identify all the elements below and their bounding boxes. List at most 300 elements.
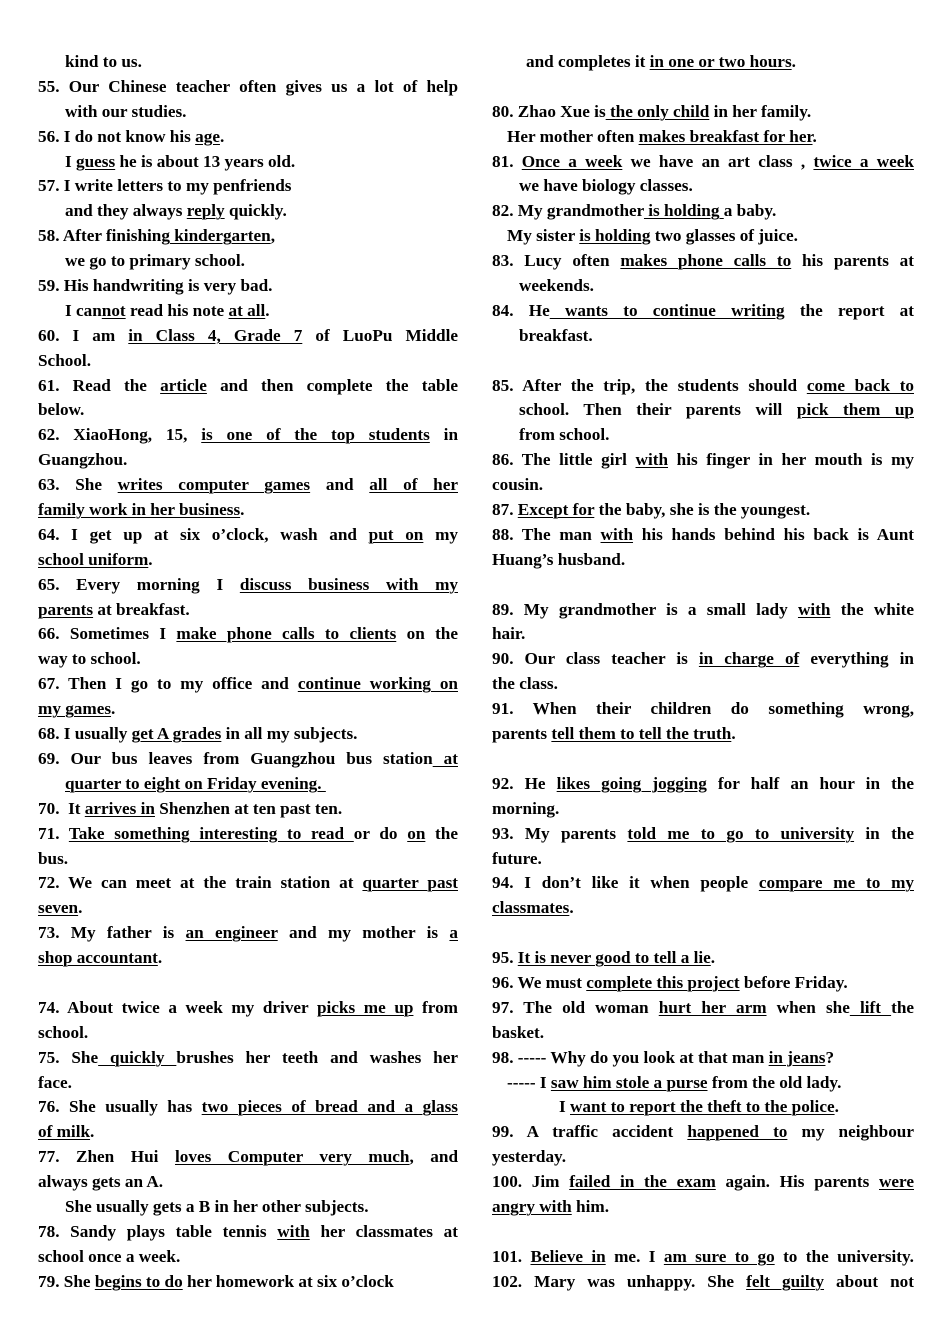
text-segment: his hands behind his back is Aunt — [633, 524, 914, 544]
underlined-answer: at all — [228, 300, 266, 320]
text-line — [38, 871, 458, 896]
text-segment: two glasses of juice. — [650, 226, 798, 246]
text-segment: read his note — [125, 300, 229, 320]
underlined-answer: felt guilty — [746, 1271, 825, 1291]
text-line — [38, 150, 458, 175]
text-line — [38, 1195, 458, 1220]
text-segment: 77. Zhen Hui — [38, 1147, 175, 1167]
underlined-answer: guess — [76, 151, 116, 171]
text-segment: before Friday. — [739, 972, 848, 992]
text-segment: 61. Read the — [38, 375, 161, 395]
text-line — [38, 722, 458, 747]
underlined-answer: come back to — [806, 375, 914, 395]
text-segment: Shenzhen at ten past ten. — [154, 798, 343, 818]
text-line — [492, 1145, 914, 1170]
text-line — [38, 697, 458, 722]
text-line — [38, 1270, 458, 1295]
text-line — [38, 249, 458, 274]
underlined-answer: with — [600, 524, 634, 544]
underlined-answer: is holding — [643, 201, 724, 221]
text-segment: 58. After finishing — [38, 226, 170, 246]
text-segment: quickly. — [224, 201, 287, 221]
text-segment: we have biology classes. — [519, 176, 693, 196]
text-segment: cousin. — [492, 475, 544, 495]
text-line — [492, 423, 914, 448]
text-line — [492, 473, 914, 498]
text-line — [38, 672, 458, 697]
text-segment: kind to us. — [65, 52, 142, 71]
text-segment: 99. A traffic accident — [492, 1122, 688, 1142]
text-segment: . — [78, 898, 83, 918]
underlined-answer: likes going jogging — [556, 773, 707, 793]
text-line — [492, 1071, 914, 1096]
text-segment: the — [425, 823, 458, 843]
text-segment: 71. — [38, 823, 69, 843]
text-segment: 56. I do not know his — [38, 126, 196, 146]
underlined-answer: family work in her business — [38, 500, 241, 520]
underlined-answer: is one of the top students — [201, 425, 430, 445]
text-segment: 76. She usually has — [38, 1097, 202, 1117]
text-line — [38, 1120, 458, 1145]
text-line — [492, 1095, 914, 1120]
underlined-answer: complete this project — [586, 972, 740, 992]
underlined-answer: continue working on — [297, 674, 458, 694]
text-segment: 98. ----- Why do you look at that man — [492, 1047, 769, 1067]
text-line — [492, 498, 914, 523]
text-line — [492, 921, 914, 946]
text-segment: 65. Every morning I — [38, 574, 240, 594]
text-line — [492, 249, 914, 274]
underlined-answer: age — [195, 126, 220, 146]
text-segment: future. — [492, 848, 542, 868]
text-segment: 62. XiaoHong, 15, — [38, 425, 202, 445]
text-line — [38, 398, 458, 423]
text-line — [38, 1145, 458, 1170]
text-line — [492, 971, 914, 996]
text-segment: we go to primary school. — [65, 251, 245, 271]
underlined-answer: Take something interesting to read — [68, 823, 354, 843]
text-segment: 69. Our bus leaves from Guangzhou bus station — [38, 748, 433, 768]
text-line — [492, 697, 914, 722]
text-segment: . — [240, 500, 245, 520]
text-segment: or do — [353, 823, 408, 843]
text-segment: 55. Our Chinese teacher often gives us a lot of help — [38, 76, 458, 96]
text-segment: 91. When their children do something wrong, — [492, 699, 914, 719]
underlined-answer: with — [635, 450, 669, 470]
text-segment: me. I — [605, 1246, 664, 1266]
text-segment: 97. The old woman — [492, 997, 659, 1017]
text-line — [38, 498, 458, 523]
text-segment: from — [413, 997, 458, 1017]
text-segment: and my mother is — [277, 923, 450, 943]
underlined-answer: quarter to eight on Friday evening. — [65, 773, 326, 793]
text-line — [38, 174, 458, 199]
text-line — [38, 75, 458, 100]
text-segment: at breakfast. — [93, 599, 190, 619]
underlined-answer: parents — [38, 599, 94, 619]
text-segment: Guangzhou. — [38, 450, 128, 470]
text-line — [492, 1046, 914, 1071]
text-segment: . — [219, 126, 225, 146]
text-line — [38, 647, 458, 672]
text-segment: 86. The little girl — [492, 450, 636, 470]
text-line — [38, 274, 458, 299]
text-segment: 102. Mary was unhappy. She — [492, 1271, 747, 1291]
text-segment: from the old lady. — [707, 1072, 842, 1092]
text-segment: breakfast. — [519, 325, 593, 345]
text-line — [492, 622, 914, 647]
underlined-answer: It is never good to tell a lie — [517, 948, 711, 968]
text-segment: . — [90, 1122, 95, 1142]
text-segment: . — [265, 300, 270, 320]
text-line — [38, 224, 458, 249]
underlined-answer: were — [879, 1172, 914, 1192]
underlined-answer: begins to do — [94, 1271, 183, 1291]
text-segment: 90. Our class teacher is — [492, 649, 699, 669]
text-segment: . — [791, 52, 796, 71]
text-line — [492, 274, 914, 299]
text-segment: my neighbour — [787, 1122, 914, 1142]
underlined-answer: in one or two hours — [649, 52, 792, 71]
text-segment: always gets an A. — [38, 1172, 164, 1192]
text-line — [492, 1170, 914, 1195]
underlined-answer: want to report the theft to the police — [570, 1097, 835, 1117]
text-line — [492, 50, 914, 75]
text-line — [492, 772, 914, 797]
text-segment: again. His parents — [715, 1172, 879, 1192]
text-segment: morning. — [492, 798, 560, 818]
underlined-answer: in Class 4, Grade 7 — [128, 325, 303, 345]
text-segment: parents — [492, 724, 552, 744]
underlined-answer: classmates — [492, 898, 570, 918]
text-segment: 101. — [492, 1246, 531, 1266]
underlined-answer: the only child — [605, 101, 710, 121]
text-line — [38, 199, 458, 224]
right-column — [492, 50, 914, 1295]
underlined-answer: an engineer — [185, 923, 278, 943]
left-column — [38, 50, 458, 1295]
underlined-answer: wants to continue writing — [549, 300, 785, 320]
text-line — [38, 548, 458, 573]
text-segment: 67. Then I go to my office and — [38, 674, 298, 694]
text-segment: . — [569, 898, 574, 918]
text-line — [492, 125, 914, 150]
underlined-answer: told me to go to university — [627, 823, 855, 843]
text-line — [492, 299, 914, 324]
text-segment: I — [65, 151, 76, 171]
text-segment: 75. She — [38, 1047, 99, 1067]
text-segment: yesterday. — [492, 1147, 566, 1167]
text-segment: 80. Zhao Xue is — [492, 101, 606, 121]
underlined-answer: loves Computer very much — [174, 1147, 410, 1167]
underlined-answer: lift — [849, 997, 892, 1017]
underlined-answer: angry with — [492, 1196, 572, 1216]
text-segment: in her family. — [709, 101, 812, 121]
text-line — [492, 199, 914, 224]
text-segment: and completes it — [526, 52, 650, 71]
text-segment: 89. My grandmother is a small lady — [492, 599, 798, 619]
text-line — [38, 50, 458, 75]
underlined-answer: Once a week — [521, 151, 623, 171]
text-segment: 87. — [492, 500, 518, 520]
text-segment: 84. He — [492, 300, 550, 320]
text-segment: 72. We can meet at the train station at — [38, 873, 363, 893]
underlined-answer: in jeans — [768, 1047, 826, 1067]
text-segment: 66. Sometimes I — [38, 624, 177, 644]
underlined-answer: Believe in — [530, 1246, 606, 1266]
underlined-answer: am sure to go — [663, 1246, 775, 1266]
text-segment: her homework at six o’clock — [182, 1271, 394, 1291]
underlined-answer: quarter past — [362, 873, 458, 893]
text-segment: 95. — [492, 948, 518, 968]
underlined-answer: tell them to tell the truth — [551, 724, 732, 744]
underlined-answer: in charge of — [698, 649, 800, 669]
text-segment: in all my subjects. — [221, 724, 358, 744]
underlined-answer: pick them up — [796, 400, 914, 420]
text-segment: way to school. — [38, 649, 141, 669]
text-segment: 74. About twice a week my driver — [38, 997, 317, 1017]
text-segment: She usually gets a B in her other subjects. — [65, 1196, 369, 1216]
text-line — [492, 1021, 914, 1046]
text-segment: and then complete the table — [206, 375, 458, 395]
text-line — [38, 1095, 458, 1120]
underlined-answer: quickly — [98, 1047, 177, 1067]
text-segment: 88. The man — [492, 524, 601, 544]
text-segment: 57. I write letters to my penfriends — [38, 176, 292, 196]
underlined-answer: arrives in — [84, 798, 155, 818]
text-segment: her classmates at — [309, 1221, 458, 1241]
text-segment: we have an art class , — [622, 151, 814, 171]
text-segment: he is about 13 years old. — [115, 151, 296, 171]
text-line — [38, 573, 458, 598]
underlined-answer: compare me to my — [758, 873, 914, 893]
underlined-answer: article — [160, 375, 207, 395]
underlined-answer: with — [797, 599, 831, 619]
text-line — [492, 349, 914, 374]
text-segment: , — [270, 226, 275, 246]
text-segment: school. Then their parents will — [519, 400, 797, 420]
text-line — [492, 822, 914, 847]
text-line — [38, 349, 458, 374]
underlined-answer: makes phone calls to — [620, 251, 792, 271]
underlined-answer: discuss business with my — [239, 574, 458, 594]
text-line — [38, 747, 458, 772]
underlined-answer: makes breakfast for her — [638, 126, 813, 146]
text-segment: below. — [38, 400, 85, 420]
text-segment: to the university. — [774, 1246, 914, 1266]
underlined-answer: all of her — [369, 475, 458, 495]
underlined-answer: writes computer games — [117, 475, 311, 495]
text-line — [492, 797, 914, 822]
text-segment: of LuoPu Middle — [302, 325, 458, 345]
text-segment: 85. After the trip, the students should — [492, 375, 807, 395]
text-segment: . — [710, 948, 716, 968]
text-line — [492, 747, 914, 772]
text-segment: in the — [854, 823, 914, 843]
underlined-answer: at — [432, 748, 458, 768]
text-line — [38, 1245, 458, 1270]
underlined-answer: make phone calls to clients — [176, 624, 397, 644]
text-segment: school. — [38, 1022, 89, 1042]
text-line — [38, 996, 458, 1021]
text-segment: his finger in her mouth is my — [668, 450, 914, 470]
text-segment: him. — [571, 1196, 609, 1216]
text-line — [38, 847, 458, 872]
text-segment: 94. I don’t like it when people — [492, 873, 759, 893]
underlined-answer: seven — [38, 898, 79, 918]
text-line — [38, 448, 458, 473]
text-segment: the — [891, 997, 914, 1017]
text-line — [492, 722, 914, 747]
text-line — [38, 797, 458, 822]
text-line — [492, 847, 914, 872]
text-line — [492, 1120, 914, 1145]
text-segment: My sister — [507, 226, 580, 246]
underlined-answer: saw him stole a purse — [550, 1072, 708, 1092]
text-line — [38, 324, 458, 349]
text-segment: Her mother often — [507, 126, 639, 146]
text-segment: 82. My grandmother — [492, 201, 644, 221]
text-segment: my — [423, 524, 458, 544]
text-segment: 68. I usually — [38, 724, 132, 744]
text-line — [492, 946, 914, 971]
underlined-answer: put on — [368, 524, 424, 544]
text-line — [38, 971, 458, 996]
text-line — [492, 1220, 914, 1245]
text-line — [492, 374, 914, 399]
underlined-answer: is holding — [579, 226, 651, 246]
text-line — [38, 1046, 458, 1071]
text-segment: . — [812, 126, 817, 146]
underlined-answer: a — [449, 923, 458, 943]
underlined-answer: twice a week — [813, 151, 914, 171]
text-segment: ? — [825, 1047, 835, 1067]
text-segment: 96. We must — [492, 972, 587, 992]
text-line — [492, 996, 914, 1021]
text-segment: the white — [830, 599, 914, 619]
text-line — [492, 448, 914, 473]
text-line — [492, 100, 914, 125]
text-line — [492, 398, 914, 423]
text-segment: bus. — [38, 848, 69, 868]
text-line — [38, 523, 458, 548]
text-line — [492, 523, 914, 548]
text-segment: ----- I — [507, 1072, 551, 1092]
text-line — [38, 1170, 458, 1195]
text-line — [492, 174, 914, 199]
text-segment: 81. — [492, 151, 522, 171]
text-line — [38, 125, 458, 150]
text-segment: . — [148, 549, 153, 569]
text-segment: 78. Sandy plays table tennis — [38, 1221, 278, 1241]
text-segment: basket. — [492, 1022, 545, 1042]
text-segment: weekends. — [519, 276, 594, 296]
text-segment: everything in — [799, 649, 914, 669]
text-line — [38, 473, 458, 498]
text-line — [492, 573, 914, 598]
text-segment: with our studies. — [65, 101, 187, 121]
text-segment: his parents at — [791, 251, 914, 271]
text-line — [492, 1195, 914, 1220]
text-segment: from school. — [519, 425, 610, 445]
text-segment: 59. His handwriting is very bad. — [38, 276, 273, 296]
text-line — [38, 622, 458, 647]
text-segment: School. — [38, 350, 92, 370]
text-line — [38, 299, 458, 324]
underlined-answer: not — [101, 300, 126, 320]
underlined-answer: on — [407, 823, 426, 843]
text-line — [38, 598, 458, 623]
text-line — [492, 1245, 914, 1270]
text-segment: hair. — [492, 624, 526, 644]
text-segment: the class. — [492, 674, 558, 694]
text-line — [492, 150, 914, 175]
text-segment: . — [111, 699, 116, 719]
text-segment: when she — [766, 997, 850, 1017]
underlined-answer: school uniform — [38, 549, 149, 569]
text-segment: 83. Lucy often — [492, 251, 621, 271]
text-line — [38, 946, 458, 971]
text-segment: for half an hour in the — [706, 773, 914, 793]
underlined-answer: with — [277, 1221, 310, 1241]
underlined-answer: of milk — [38, 1122, 91, 1142]
text-segment: 64. I get up at six o’clock, wash and — [38, 524, 369, 544]
text-segment: face. — [38, 1072, 72, 1092]
underlined-answer: reply — [186, 201, 225, 221]
text-segment: 60. I am — [38, 325, 129, 345]
text-line — [38, 100, 458, 125]
text-segment: brushes her teeth and washes her — [176, 1047, 458, 1067]
text-segment: on the — [396, 624, 458, 644]
underlined-answer: Except for — [517, 500, 595, 520]
text-segment: 100. Jim — [492, 1172, 570, 1192]
text-segment: I can — [65, 300, 102, 320]
underlined-answer: failed in the exam — [569, 1172, 716, 1192]
text-line — [492, 598, 914, 623]
text-line — [492, 224, 914, 249]
text-line — [492, 672, 914, 697]
text-line — [38, 1071, 458, 1096]
text-segment: and — [310, 475, 370, 495]
text-segment: 70. It — [38, 798, 85, 818]
text-segment: . — [157, 948, 163, 968]
underlined-answer: two pieces of bread and a glass — [201, 1097, 458, 1117]
text-segment: the baby, she is the youngest. — [594, 500, 811, 520]
underlined-answer: happened to — [687, 1122, 788, 1142]
text-line — [492, 324, 914, 349]
text-segment: 79. She — [38, 1271, 95, 1291]
text-segment: a baby. — [723, 201, 777, 221]
text-segment: 63. She — [38, 475, 118, 495]
text-segment: , and — [409, 1147, 458, 1167]
text-line — [492, 1270, 914, 1295]
text-line — [38, 374, 458, 399]
text-segment: I — [559, 1097, 570, 1117]
text-segment: 92. He — [492, 773, 557, 793]
underlined-answer: picks me up — [316, 997, 414, 1017]
underlined-answer: hurt her arm — [658, 997, 767, 1017]
text-line — [492, 548, 914, 573]
underlined-answer: get A grades — [131, 724, 222, 744]
text-segment: 73. My father is — [38, 923, 186, 943]
text-segment: the report at — [784, 300, 914, 320]
text-segment: . — [834, 1097, 839, 1117]
text-line — [38, 896, 458, 921]
text-line — [492, 75, 914, 100]
text-segment: and they always — [65, 201, 187, 221]
text-line — [38, 921, 458, 946]
text-segment: 93. My parents — [492, 823, 628, 843]
